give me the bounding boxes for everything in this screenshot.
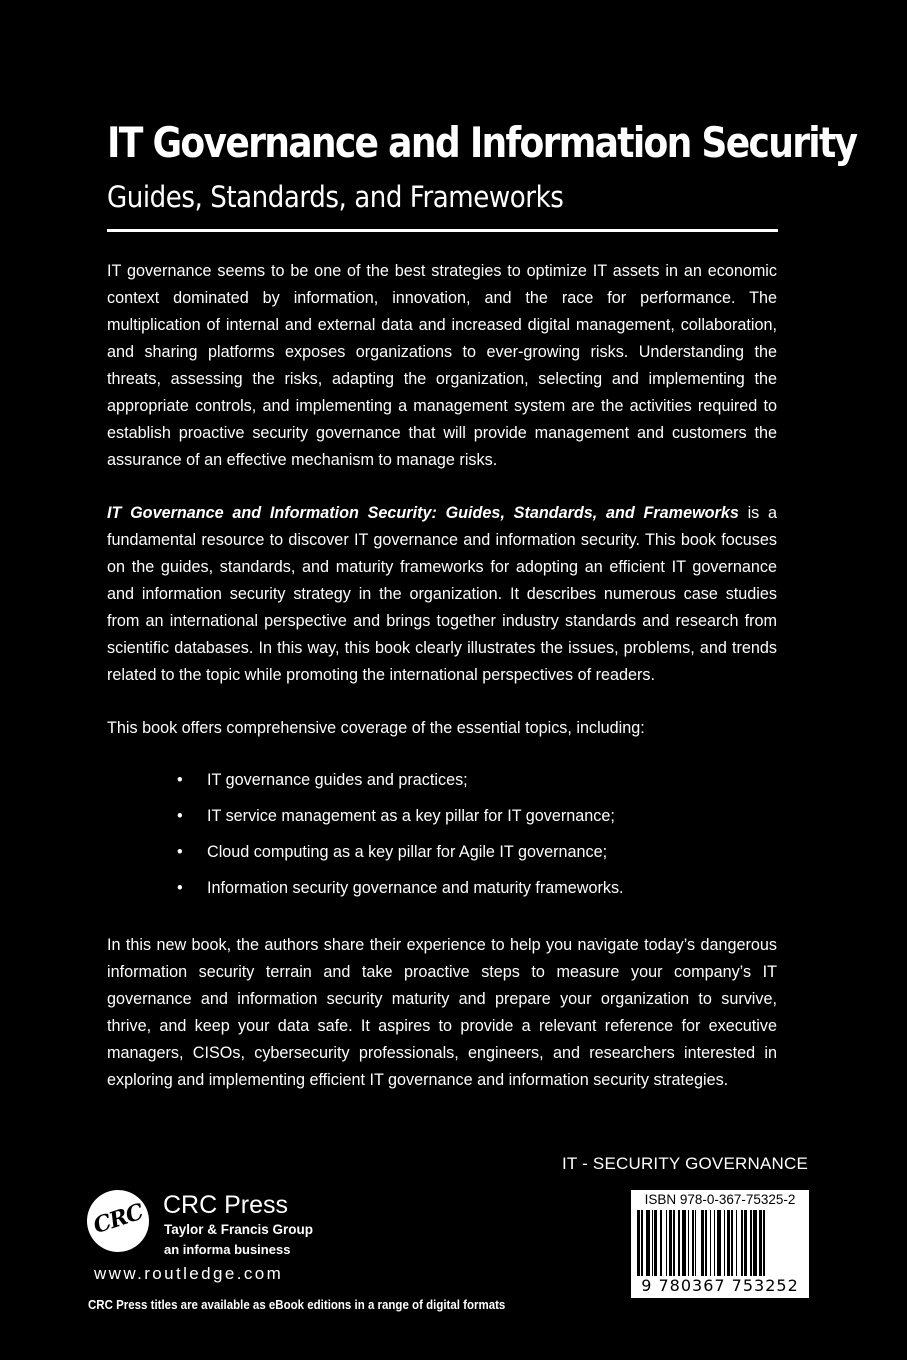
barcode-bar	[654, 1210, 657, 1276]
title-divider	[107, 229, 778, 232]
barcode-bar	[759, 1210, 762, 1276]
barcode-bar	[717, 1210, 721, 1276]
topics-list	[107, 762, 777, 906]
barcode-bar	[744, 1210, 747, 1276]
book-title-inline: IT Governance and Information Security: Guides, Standards, and Frameworks	[107, 504, 739, 522]
barcode-bar	[750, 1210, 751, 1276]
barcode-bar	[688, 1210, 689, 1276]
book-subtitle: Guides, Standards, and Frameworks	[107, 180, 564, 214]
paragraph-authors: In this new book, the authors share their experience to help you navigate today’s dangerous information security terrain and take proactive steps to measure your company’s IT governance and information security maturity and prepare your organization to survive, thrive, and keep your data safe. It aspires to provide a relevant reference for executive managers, CISOs, cybersecurity professionals, engineers, and researchers interested in exploring and implementing efficient IT governance and information security strategies.	[107, 936, 777, 1089]
crc-logo-icon	[87, 1190, 149, 1252]
topics-intro: This book offers comprehensive coverage of the essential topics, including:	[107, 719, 645, 737]
ean-number: 9 780367 753252	[641, 1276, 799, 1295]
publisher-business: an informa business	[164, 1242, 291, 1257]
book-title: IT Governance and Information Security	[107, 118, 857, 167]
list-item: • Cloud computing as a key pillar for Agile IT governance;	[207, 834, 777, 870]
barcode-bar	[646, 1210, 650, 1276]
book-summary-text: is a fundamental resource to discover IT governance and information security. This book focuses on the guides, standards, and maturity frameworks for adopting an efficient IT governance and information security strategy in the organization. It describes numerous case studies from an international perspective and brings together industry standards and research from scientific databases. In this way, this book clearly illustrates the issues, problems, and trends related to the topic while promoting the international perspectives of readers.	[107, 504, 777, 684]
barcode-bar	[641, 1210, 642, 1276]
description	[107, 258, 777, 1120]
barcode-bar	[701, 1210, 704, 1276]
barcode-bars-icon	[637, 1210, 803, 1276]
barcode-bar	[714, 1210, 715, 1276]
barcode-bar	[731, 1210, 732, 1276]
barcode-bar	[637, 1210, 640, 1276]
barcode-bar	[705, 1210, 706, 1276]
barcode-bar	[710, 1210, 711, 1276]
barcode-bar	[669, 1210, 672, 1276]
barcode-bar	[736, 1210, 737, 1276]
barcode-bar	[763, 1210, 764, 1276]
publisher-group: Taylor & Francis Group	[164, 1222, 314, 1237]
list-item: • IT service management as a key pillar for IT governance;	[207, 798, 777, 834]
barcode	[631, 1190, 809, 1298]
barcode-bar	[692, 1210, 693, 1276]
paragraph-book-summary	[107, 500, 777, 689]
barcode-bar	[695, 1210, 696, 1276]
paragraph-overview: IT governance seems to be one of the best strategies to optimize IT assets in an economic context dominated by information, innovation, and the race for performance. The multiplication of internal and external data and increased digital management, collaboration, and sharing platforms exposes organizations to ever-growing risks. Understanding the threats, assessing the risks, adapting the organization, selecting and implementing the appropriate controls, and implementing a management system are the activities required to establish proactive security governance that will provide management and customers the assurance of an effective mechanism to manage risks.	[107, 262, 777, 469]
publisher-name: CRC Press	[163, 1191, 289, 1219]
list-item: • Information security governance and maturity frameworks.	[207, 870, 777, 906]
isbn-label: ISBN 978-0-367-75325-2	[644, 1192, 796, 1207]
barcode-bar	[727, 1210, 730, 1276]
barcode-bar	[666, 1210, 667, 1276]
barcode-bar	[660, 1210, 661, 1276]
barcode-bar	[673, 1210, 674, 1276]
list-item: • IT governance guides and practices;	[207, 762, 777, 798]
barcode-bar	[678, 1210, 681, 1276]
barcode-bar	[753, 1210, 757, 1276]
ebook-note: CRC Press titles are available as eBook editions in a range of digital formats	[88, 1298, 506, 1312]
barcode-bar	[652, 1210, 653, 1276]
logo-text: CRC	[90, 1198, 147, 1240]
barcode-bar	[682, 1210, 686, 1276]
category-label: IT - SECURITY GOVERNANCE	[562, 1154, 808, 1173]
publisher-website: www.routledge.com	[94, 1264, 284, 1283]
barcode-bar	[741, 1210, 742, 1276]
barcode-bar	[724, 1210, 725, 1276]
